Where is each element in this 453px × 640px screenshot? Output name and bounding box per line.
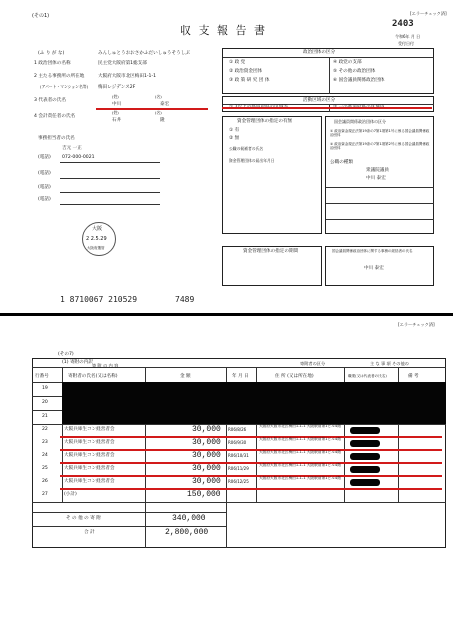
office-type-value: 衆議院議員 (366, 168, 389, 173)
diet-option-1: ① 政治資金規正法第19条の7第1項第1号に係る国会議員関係政治団体 (330, 129, 430, 137)
row-number: 25 (42, 466, 48, 471)
tel-label-1: (電話) (38, 155, 51, 160)
header-amount: 金 額 (180, 374, 191, 379)
activity-heading: 活動区域の区分 (303, 98, 336, 103)
donor-name: 大阪兵庫生コン経営者会 (64, 440, 115, 445)
diet-heading: 国会議員関係政治団体の区分 (334, 119, 386, 124)
main-group-header: 主 な 事 項 その他の (370, 361, 409, 366)
donor-name: 大阪兵庫生コン経営者会 (64, 453, 115, 458)
stamp-bottom-text: 大阪府選管 (87, 246, 105, 250)
donation-amount: 30,000 (192, 438, 221, 447)
category-heading: 政治団体の区分 (303, 50, 336, 55)
tel-underline-4 (60, 204, 160, 205)
row-number: 19 (42, 386, 48, 391)
building-value: 梅田レジデンス2F (98, 85, 136, 90)
redaction-blob (350, 466, 380, 473)
category-option-1: ① 政 党 (229, 60, 246, 65)
office-address-label: 2 主たる事務所の所在地 (34, 74, 85, 79)
date-line: 令和6年 月 日 (395, 34, 421, 39)
row-number: 20 (42, 400, 48, 405)
handwritten-note-right: 7489 (175, 295, 195, 304)
row-number: 26 (42, 479, 48, 484)
donation-date: R06/11/29 (228, 466, 249, 471)
building-label: (アパート・マンション名等) (40, 84, 89, 89)
diet-officer-value: 中川 泰宏 (364, 266, 384, 271)
furigana-label: (ふ り が な) (38, 51, 65, 56)
designated-date-label: 資金管理団体の届出年月日 (229, 158, 275, 163)
content-group-header: 寄 附 の 内 容 (92, 363, 119, 368)
donor-address: 大阪府大阪市北区梅田1-1-1 大阪駅前第1ビル4階 (259, 424, 341, 428)
acct-sei-value: 石井 (112, 118, 122, 123)
redaction-blob (350, 479, 380, 486)
rep-mei-value: 泰宏 (160, 102, 170, 107)
funding-period-label: 資金管理団体の指定の期間 (243, 249, 299, 254)
handwritten-note-left: 1 8710067 210529 (60, 295, 138, 304)
acct-sei-label: (姓) (112, 110, 119, 115)
row-number: 24 (42, 453, 48, 458)
donation-date: R06/10/31 (228, 453, 249, 458)
stamp-date: 2 2.5.29 (86, 236, 107, 242)
diet-officer-label: 国会議員関係政治団体に関する事務の総括者の氏名 (332, 249, 413, 253)
page2-form-number: (その7) (58, 352, 74, 357)
donor-name: 大阪兵庫生コン経営者会 (64, 479, 115, 484)
page2-check-stamp: [エラーチェック済] (398, 322, 435, 327)
category-option-5: ⑤ その他の政治団体 (333, 69, 376, 74)
stamp-top-text: 大阪 (92, 226, 103, 232)
donor-address: 大阪府大阪市北区梅田1-1-1 大阪駅前第1ビル4階 (259, 476, 341, 480)
donor-name: 大阪兵庫生コン経営者会 (64, 427, 115, 432)
representative-label: 3 代表者の氏名 (34, 98, 66, 103)
document-number: 2403 (392, 19, 414, 29)
donor-group-header: 寄附者の区分 (300, 361, 326, 366)
donor-name: 大阪兵庫生コン経営者会 (64, 466, 115, 471)
donor-address: 大阪府大阪市北区梅田1-1-1 大阪駅前第1ビル4階 (259, 437, 341, 441)
office-type-label: 公職の種類 (330, 160, 353, 165)
rep-mei-label: (名) (155, 94, 162, 99)
funding-period-box (222, 246, 322, 286)
org-name-value: 民主党大阪府第1総支部 (98, 61, 147, 66)
activity-box (222, 96, 434, 112)
clerk-value: 吉元 一正 (62, 146, 82, 151)
donation-date: R06/8/26 (228, 427, 247, 432)
holder-name-value: 中川 泰宏 (366, 176, 386, 181)
row-number: 27 (42, 492, 48, 497)
redaction-blob (350, 440, 380, 447)
funding-yes: ① 有 (229, 128, 240, 133)
funding-box (222, 116, 322, 234)
funding-no: ② 無 (229, 136, 240, 141)
clerk-label: 事務担当者の氏名 (38, 136, 75, 141)
rep-sei-value: 中川 (112, 102, 122, 107)
other-donations-label: そ の 他 の 寄 附 (66, 516, 101, 521)
redaction-underline (222, 107, 432, 109)
diet-box (325, 116, 434, 234)
diet-officer-box (325, 246, 434, 286)
header-address: 住 所 (又は所在地) (275, 374, 314, 379)
donation-amount: 30,000 (192, 451, 221, 460)
donor-address: 大阪府大阪市北区梅田1-1-1 大阪駅前第1ビル4階 (259, 463, 341, 467)
header-remarks: 備 考 (408, 374, 419, 379)
receipt-stamp (82, 222, 116, 256)
check-stamp-label: [エラーチェック済] (410, 11, 447, 16)
total-amount: 2,800,000 (165, 528, 209, 537)
report-title: 収 支 報 告 書 (180, 24, 267, 37)
row-number: 22 (42, 427, 48, 432)
category-option-6: ⑥ 国会議員関係政治団体 (333, 78, 385, 83)
tel-label-2: (電話) (38, 171, 51, 176)
donation-date: R06/12/25 (228, 479, 249, 484)
page-divider (0, 313, 453, 316)
funding-heading: 資金管理団体の指定の有無 (237, 119, 293, 124)
category-option-4: ④ 政党の支部 (333, 60, 362, 65)
header-occupation: 職業(又は代表者の氏名) (348, 374, 387, 378)
tel-label-4: (電話) (38, 197, 51, 202)
form-number: (その1) (32, 13, 50, 19)
acct-mei-value: 隆 (160, 118, 165, 123)
header-donor-name: 寄附者の氏名(又は名称) (68, 374, 118, 379)
tel-label-3: (電話) (38, 185, 51, 190)
org-name-label: 1 政治団体の名称 (34, 61, 71, 66)
header-date: 年 月 日 (232, 374, 249, 379)
total-label: 合 計 (84, 530, 95, 535)
donation-amount: 30,000 (192, 464, 221, 473)
section-title: (1) 寄附の内訳 (62, 360, 93, 365)
row-27-subtotal (32, 489, 446, 502)
header-row-no: 行番号 (35, 374, 49, 379)
donor-address: 大阪府大阪市北区梅田1-1-1 大阪駅前第1ビル4階 (259, 450, 341, 454)
redaction-block (62, 382, 446, 424)
diet-option-2: ② 政治資金規正法第19条の7第1項第2号に係る国会議員関係政治団体 (330, 142, 430, 150)
category-option-3: ③ 政 策 研 究 団 体 (229, 78, 270, 83)
tel-underline (60, 162, 160, 163)
category-box (222, 48, 434, 94)
receipt-label: 受付日付 (398, 41, 414, 46)
furigana-value: みんしゅとうおおさかふだいしゅうそうしぶ (98, 51, 190, 56)
designee-label: 公職の候補者の氏名 (229, 146, 264, 151)
donation-date: R06/9/30 (228, 440, 247, 445)
accountant-label: 4 会計責任者の氏名 (34, 114, 76, 119)
row-number: 23 (42, 440, 48, 445)
redaction-blob (350, 427, 380, 434)
subtotal-label: (小計) (64, 492, 77, 497)
tel-underline-3 (60, 192, 160, 193)
tel-underline-2 (60, 178, 160, 179)
category-option-2: ② 政治資金団体 (229, 69, 263, 74)
donation-amount: 30,000 (192, 425, 221, 434)
acct-mei-label: (名) (155, 110, 162, 115)
tel-value: 072-000-0021 (62, 155, 95, 160)
donation-amount: 30,000 (192, 477, 221, 486)
row-number: 21 (42, 414, 48, 419)
office-address-value: 大阪府大阪市北区梅田1-1-1 (98, 74, 157, 79)
other-donations-amount: 340,000 (172, 514, 206, 523)
subtotal-amount: 150,000 (187, 490, 221, 499)
rep-sei-label: (姓) (112, 94, 119, 99)
redaction-blob (350, 453, 380, 460)
